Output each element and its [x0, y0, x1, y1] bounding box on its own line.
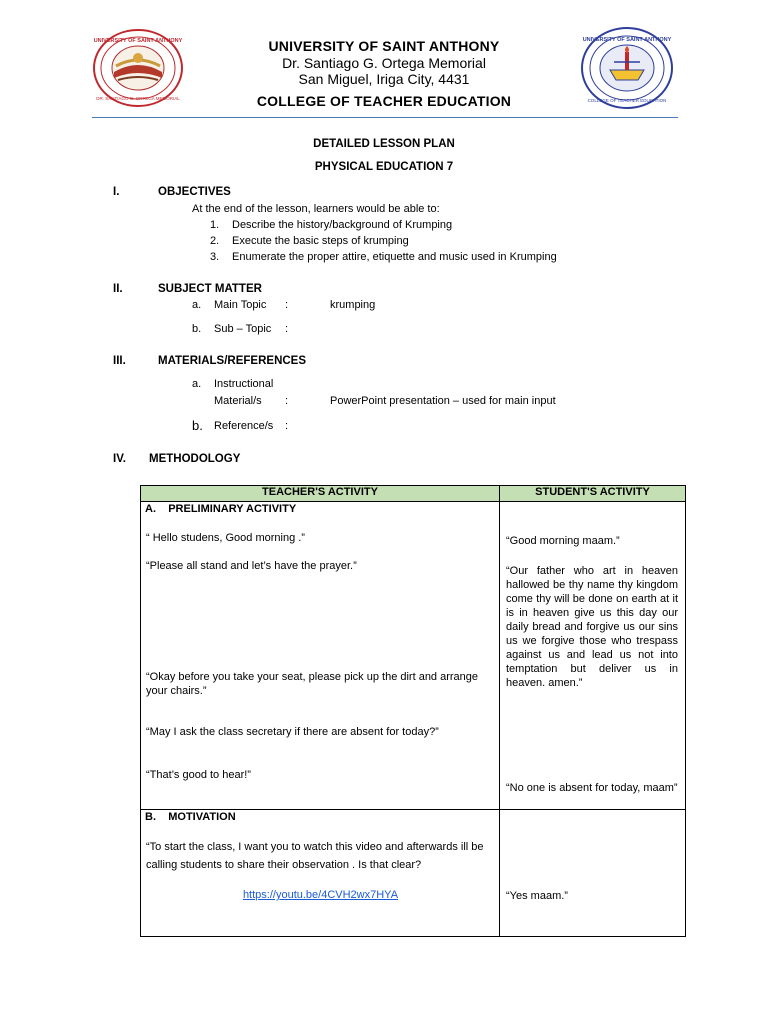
list-letter: b.	[192, 418, 203, 433]
materials-value: PowerPoint presentation – used for main input	[330, 395, 556, 407]
memorial-name: Dr. Santiago G. Ortega Memorial	[282, 55, 486, 71]
doc-title: DETAILED LESSON PLAN	[313, 138, 455, 150]
university-name: UNIVERSITY OF SAINT ANTHONY	[268, 38, 500, 54]
list-letter: a.	[192, 299, 202, 311]
list-item-number: 2.	[210, 235, 220, 247]
svg-text:UNIVERSITY OF SAINT ANTHONY: UNIVERSITY OF SAINT ANTHONY	[93, 38, 183, 44]
header-divider	[92, 117, 678, 118]
materials-label: Material/s	[214, 395, 262, 407]
svg-text:UNIVERSITY OF SAINT ANTHONY: UNIVERSITY OF SAINT ANTHONY	[582, 37, 672, 43]
section-title-methodology: METHODOLOGY	[149, 453, 241, 465]
section-number: III.	[113, 355, 126, 367]
student-cell	[500, 810, 686, 937]
motivation-heading: B. MOTIVATION	[145, 811, 236, 823]
teacher-cell	[141, 810, 500, 937]
colon: :	[285, 323, 289, 335]
section-number: II.	[113, 283, 123, 295]
student-line: “Our father who art in heaven hallowed be thy name thy kingdom come thy will be done on earth at it is in heaven give us this day our daily bread and forgive us our sins us we forgive those who trespass against us and lead us not into temptation but deliver us in heaven. amen.”	[506, 565, 678, 689]
teacher-line: “ Hello studens, Good morning .”	[146, 532, 305, 544]
objectives-intro: At the end of the lesson, learners would be able to:	[192, 203, 440, 215]
college-name: COLLEGE OF TEACHER EDUCATION	[256, 93, 512, 109]
sub-topic-label: Sub – Topic	[214, 323, 272, 335]
teacher-line: “That’s good to hear!”	[146, 769, 251, 781]
colon: :	[285, 299, 289, 311]
list-item-number: 1.	[210, 219, 220, 231]
video-link[interactable]: https://youtu.be/4CVH2wx7HYA	[242, 889, 399, 901]
svg-text:COLLEGE OF TEACHER EDUCATION: COLLEGE OF TEACHER EDUCATION	[587, 98, 667, 103]
student-line: “Good morning maam.”	[506, 535, 620, 547]
table-row	[141, 810, 686, 937]
student-line: “No one is absent for today, maam”	[506, 782, 678, 794]
table-header-row	[141, 486, 686, 502]
doc-subject: PHYSICAL EDUCATION 7	[314, 161, 454, 173]
section-title-objectives: OBJECTIVES	[158, 186, 231, 198]
student-activity-header: STUDENT'S ACTIVITY	[500, 486, 686, 502]
student-cell	[500, 502, 686, 810]
section-title-subject-matter: SUBJECT MATTER	[158, 283, 262, 295]
svg-text:DR. SANTIAGO G. ORTEGA MEMORIA: DR. SANTIAGO G. ORTEGA MEMORIAL	[96, 96, 180, 101]
teacher-line: “To start the class, I want you to watch this video and afterwards ill be calling students to share their observation . Is that clear?	[146, 841, 484, 871]
colon: :	[285, 420, 289, 432]
teacher-line: “Okay before you take your seat, please pick up the dirt and arrange your chairs.”	[146, 671, 479, 697]
list-letter: a.	[192, 378, 202, 390]
student-line: “Yes maam.”	[506, 890, 568, 902]
objective-item: Enumerate the proper attire, etiquette and music used in Krumping	[232, 251, 557, 263]
colon: :	[285, 395, 289, 407]
objective-item: Describe the history/background of Krumping	[232, 219, 453, 231]
list-letter: b.	[192, 323, 202, 335]
address: San Miguel, Iriga City, 4431	[298, 71, 470, 87]
methodology-table	[140, 485, 686, 937]
table-row	[141, 502, 686, 810]
teacher-cell	[141, 502, 500, 810]
teacher-line: “Please all stand and let’s have the prayer.”	[146, 560, 357, 572]
preliminary-activity-heading: A. PRELIMINARY ACTIVITY	[145, 503, 297, 515]
objective-item: Execute the basic steps of krumping	[232, 235, 409, 247]
main-topic-label: Main Topic	[214, 299, 267, 311]
teacher-line: “May I ask the class secretary if there are absent for today?”	[146, 726, 439, 738]
instructional-label: Instructional	[214, 378, 274, 390]
section-number: IV.	[113, 453, 127, 465]
section-number: I.	[113, 186, 120, 198]
section-title-materials: MATERIALS/REFERENCES	[158, 355, 307, 367]
teacher-activity-header: TEACHER'S ACTIVITY	[141, 486, 500, 502]
main-topic-value: krumping	[330, 299, 376, 311]
references-label: Reference/s	[214, 420, 274, 432]
list-item-number: 3.	[210, 251, 220, 263]
